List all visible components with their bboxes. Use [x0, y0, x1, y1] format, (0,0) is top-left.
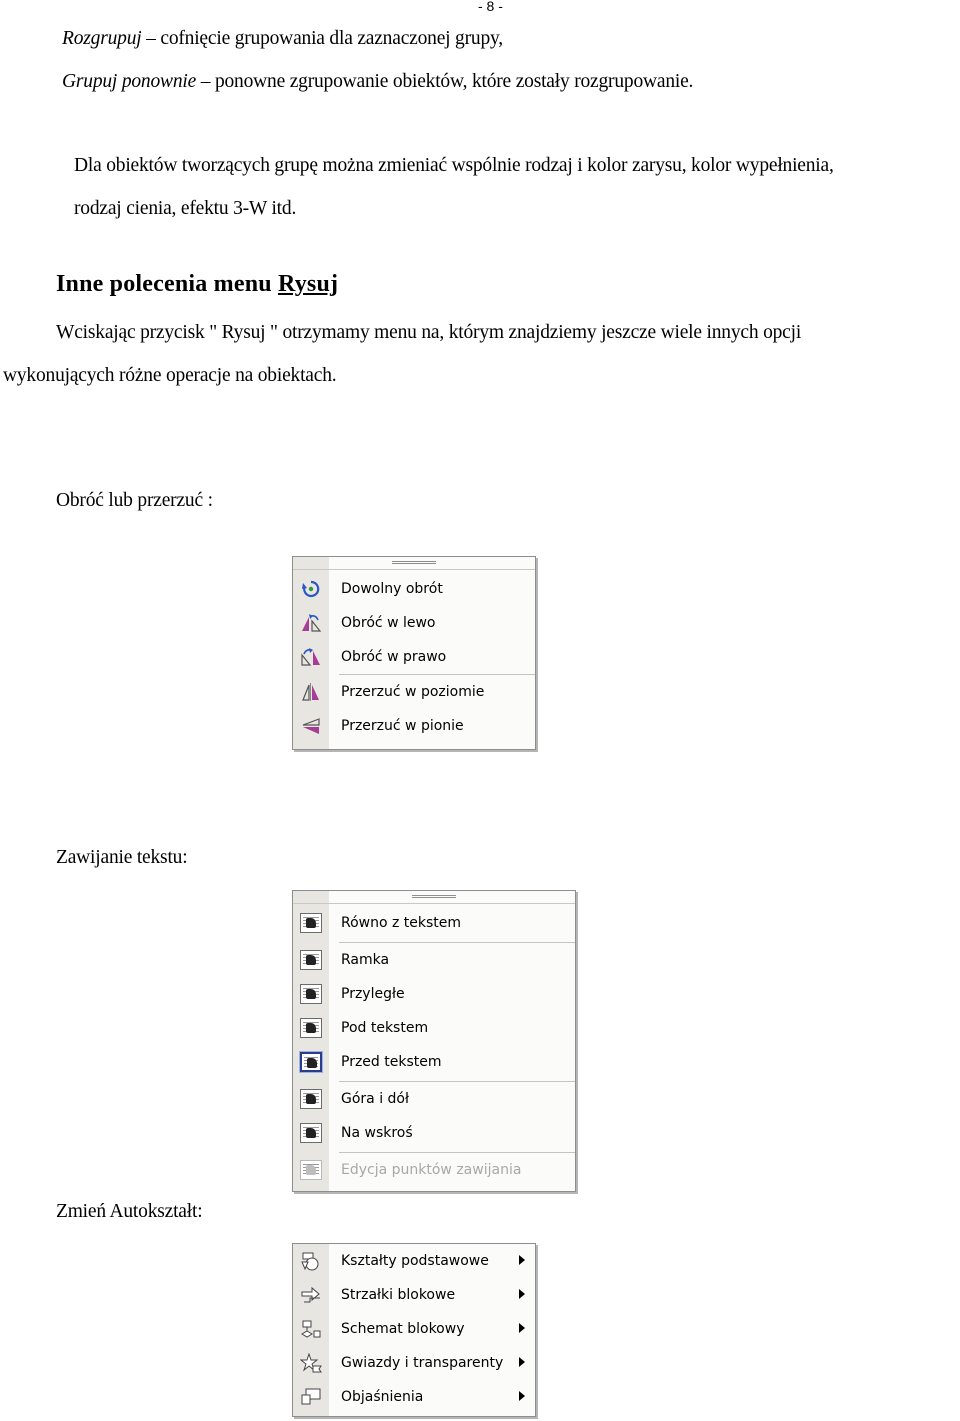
- flowchart-icon: [293, 1312, 329, 1346]
- definition-ungroup: [62, 28, 503, 50]
- menu-item-label: Na wskroś: [341, 1125, 413, 1141]
- menu-grip[interactable]: [293, 891, 575, 904]
- term-regroup: Grupuj ponownie: [62, 71, 197, 92]
- heading-text: Inne polecenia menu: [56, 271, 279, 297]
- submenu-arrow-icon: [519, 1323, 525, 1333]
- paragraph2-line1: Wciskając przycisk " Rysuj " otrzymamy menu na, którym znajdziemy jeszcze wiele innych opcji: [56, 322, 802, 343]
- menu-item-basic-shapes[interactable]: [293, 1244, 535, 1278]
- menu-item-label: Dowolny obrót: [341, 581, 443, 597]
- menu-item-rotate-left[interactable]: [293, 606, 535, 640]
- menu-item-through[interactable]: [293, 1116, 575, 1150]
- submenu-arrow-icon: [519, 1255, 525, 1265]
- submenu-arrow-icon: [519, 1391, 525, 1401]
- menu-item-label: Przed tekstem: [341, 1054, 442, 1070]
- wrap-behind-icon: [293, 1011, 329, 1045]
- paragraph1-line1: Dla obiektów tworzących grupę można zmieniać wspólnie rodzaj i kolor zarysu, kolor wypełnienia,: [74, 155, 834, 176]
- menu-item-callouts[interactable]: [293, 1380, 535, 1414]
- section-heading: [56, 271, 338, 298]
- menu-item-square[interactable]: [293, 943, 575, 977]
- wrap-square-icon: [293, 943, 329, 977]
- menu-item-top-bottom[interactable]: [293, 1082, 575, 1116]
- basic-shapes-icon: [293, 1244, 329, 1278]
- flip-horizontal-icon: [293, 675, 329, 709]
- autoshape-label: Zmień Autokształt:: [56, 1201, 203, 1222]
- definition-regroup: [62, 71, 693, 93]
- menu-item-flip-vertical[interactable]: [293, 709, 535, 743]
- menu-item-label: Edycja punktów zawijania: [341, 1162, 522, 1178]
- menu-item-label: Objaśnienia: [341, 1389, 424, 1405]
- wrap-through-icon: [293, 1116, 329, 1150]
- menu-item-label: Przerzuć w poziomie: [341, 684, 485, 700]
- menu-item-in-front-of-text[interactable]: [293, 1045, 575, 1079]
- heading-underlined: Rysuj: [278, 271, 339, 297]
- menu-item-label: Gwiazdy i transparenty: [341, 1355, 504, 1371]
- menu-item-tight[interactable]: [293, 977, 575, 1011]
- wrap-in-front-icon: [293, 1045, 329, 1079]
- desc-regroup: – ponowne zgrupowanie obiektów, które zostały rozgrupowanie.: [196, 71, 694, 92]
- desc-ungroup: – cofnięcie grupowania dla zaznaczonej grupy,: [141, 28, 503, 49]
- menu-item-label: Kształty podstawowe: [341, 1253, 489, 1269]
- menu-item-stars-banners[interactable]: [293, 1346, 535, 1380]
- free-rotate-icon: [293, 572, 329, 606]
- rotate-label: Obróć lub przerzuć :: [56, 490, 213, 511]
- paragraph2-line2: wykonujących różne operacje na obiektach.: [3, 365, 337, 386]
- menu-item-label: Schemat blokowy: [341, 1321, 465, 1337]
- menu-item-edit-wrap-points[interactable]: [293, 1153, 575, 1187]
- page-number: - 8 -: [478, 0, 503, 14]
- stars-banners-icon: [293, 1346, 329, 1380]
- menu-item-label: Przyległe: [341, 986, 405, 1002]
- flip-vertical-icon: [293, 709, 329, 743]
- menu-item-label: Góra i dół: [341, 1091, 409, 1107]
- wrap-menu: [292, 890, 576, 1192]
- wrap-tight-icon: [293, 977, 329, 1011]
- menu-item-label: Pod tekstem: [341, 1020, 429, 1036]
- menu-item-label: Obróć w prawo: [341, 649, 447, 665]
- menu-item-rotate-right[interactable]: [293, 640, 535, 674]
- wrap-inline-icon: [293, 906, 329, 940]
- term-ungroup: Rozgrupuj: [62, 28, 142, 49]
- wrap-label: Zawijanie tekstu:: [56, 847, 188, 868]
- menu-item-label: Strzałki blokowe: [341, 1287, 456, 1303]
- menu-item-behind-text[interactable]: [293, 1011, 575, 1045]
- edit-wrap-points-icon: [293, 1153, 329, 1187]
- rotate-menu: [292, 556, 536, 750]
- callouts-icon: [293, 1380, 329, 1414]
- autoshape-menu: [292, 1243, 536, 1417]
- menu-item-label: Przerzuć w pionie: [341, 718, 464, 734]
- menu-item-inline[interactable]: [293, 906, 575, 940]
- menu-item-label: Ramka: [341, 952, 390, 968]
- menu-item-free-rotate[interactable]: [293, 572, 535, 606]
- paragraph1-line2: rodzaj cienia, efektu 3-W itd.: [74, 198, 297, 219]
- wrap-top-bottom-icon: [293, 1082, 329, 1116]
- block-arrows-icon: [293, 1278, 329, 1312]
- menu-item-label: Obróć w lewo: [341, 615, 436, 631]
- menu-item-flowchart[interactable]: [293, 1312, 535, 1346]
- menu-item-label: Równo z tekstem: [341, 915, 462, 931]
- rotate-left-icon: [293, 606, 329, 640]
- menu-item-block-arrows[interactable]: [293, 1278, 535, 1312]
- submenu-arrow-icon: [519, 1289, 525, 1299]
- rotate-right-icon: [293, 640, 329, 674]
- menu-grip[interactable]: [293, 557, 535, 570]
- menu-item-flip-horizontal[interactable]: [293, 675, 535, 709]
- submenu-arrow-icon: [519, 1357, 525, 1367]
